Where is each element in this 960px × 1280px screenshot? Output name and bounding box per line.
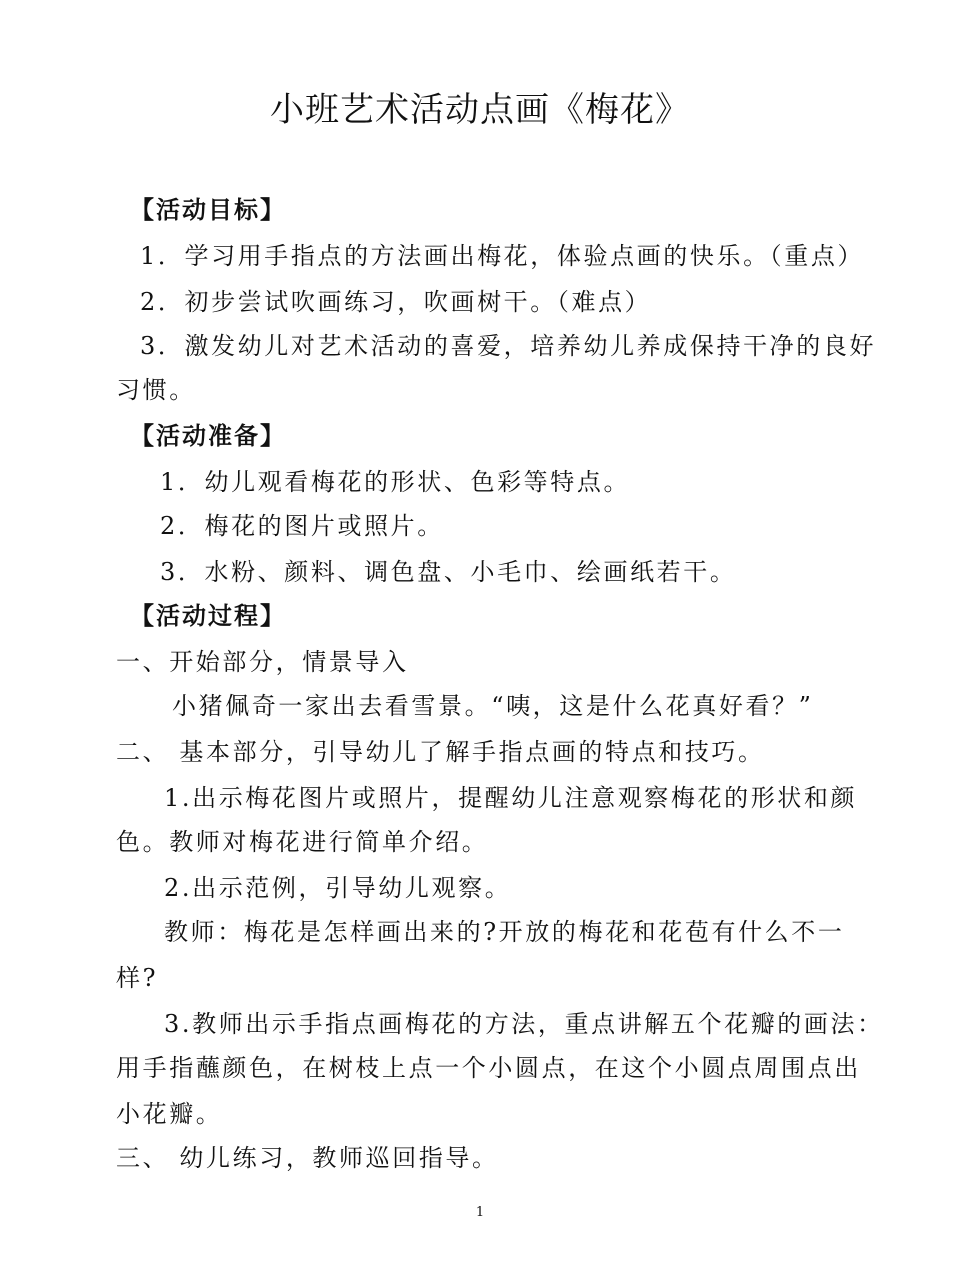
process-line: 教师：梅花是怎样画出来的?开放的梅花和花苞有什么不一 [164, 918, 845, 946]
process-line: 3.教师出示手指点画梅花的方法，重点讲解五个花瓣的画法： [164, 1010, 884, 1038]
process-part-3-heading: 三、 幼儿练习，教师巡回指导。 [116, 1144, 499, 1172]
process-line: 小花瓣。 [116, 1100, 223, 1128]
process-line: 小猪佩奇一家出去看雪景。“咦，这是什么花真好看？” [172, 692, 814, 720]
process-line: 样? [116, 964, 159, 992]
goal-item-1: 1．学习用手指点的方法画出梅花，体验点画的快乐。（重点） [140, 242, 865, 270]
preparation-item-1: 1．幼儿观看梅花的形状、色彩等特点。 [160, 468, 631, 496]
process-part-2-heading: 二、 基本部分，引导幼儿了解手指点画的特点和技巧。 [116, 738, 765, 766]
process-line: 2.出示范例，引导幼儿观察。 [164, 874, 512, 902]
goal-item-3-continued: 习惯。 [116, 376, 196, 404]
goal-item-3: 3．激发幼儿对艺术活动的喜爱，培养幼儿养成保持干净的良好 [140, 332, 877, 360]
process-line: 1.出示梅花图片或照片，提醒幼儿注意观察梅花的形状和颜 [164, 784, 858, 812]
section-heading-process: 【活动过程】 [130, 602, 286, 630]
goal-item-2: 2．初步尝试吹画练习，吹画树干。（难点） [140, 288, 652, 316]
preparation-item-2: 2．梅花的图片或照片。 [160, 512, 444, 540]
process-line: 用手指蘸颜色，在树枝上点一个小圆点，在这个小圆点周围点出 [116, 1054, 861, 1082]
preparation-item-3: 3．水粉、颜料、调色盘、小毛巾、绘画纸若干。 [160, 558, 737, 586]
section-heading-goals: 【活动目标】 [130, 196, 286, 224]
section-heading-preparation: 【活动准备】 [130, 422, 286, 450]
page-number: 1 [475, 1205, 485, 1220]
document-title: 小班艺术活动点画《梅花》 [270, 90, 690, 130]
process-line: 色。教师对梅花进行简单介绍。 [116, 828, 489, 856]
process-part-1-heading: 一、开始部分，情景导入 [116, 648, 409, 676]
